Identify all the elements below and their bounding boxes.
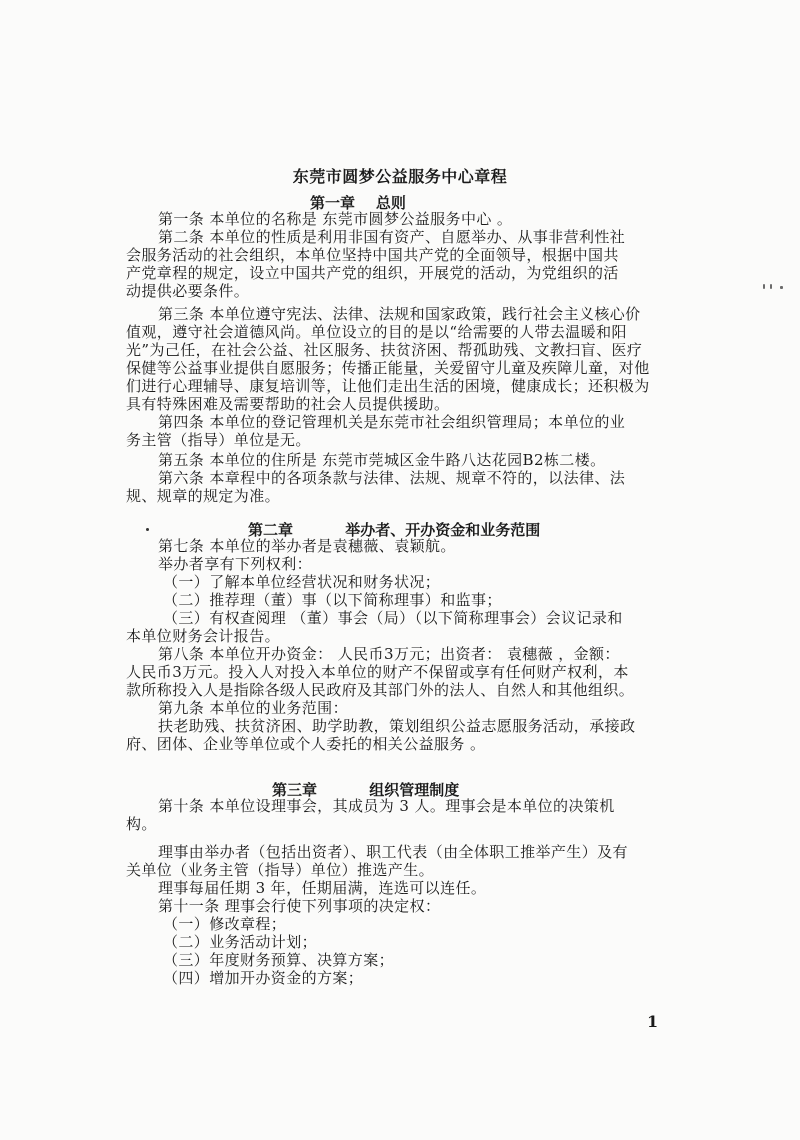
text-line: 第九条 本单位的业务范围： <box>158 699 348 717</box>
text-line: 举办者享有下列权利： <box>158 555 313 573</box>
chapter-2-heading: 第二章 举办者、开办资金和业务范围 <box>248 521 541 539</box>
text-line: 人民币3万元。投入人对投入本单位的财产不保留或享有任何财产权利，本 <box>126 663 629 681</box>
text-line: （三）年度财务预算、决算方案； <box>163 951 395 969</box>
text-line: 第四条 本单位的登记管理机关是东莞市社会组织管理局；本单位的业 <box>158 413 626 431</box>
text-line: 款所称投入人是指除各级人民政府及其部门外的法人、自然人和其他组织。 <box>126 681 635 699</box>
text-line: 保健等公益事业提供自愿服务；传播正能量，关爱留守儿童及疾障儿童，对他 <box>126 359 650 377</box>
text-line: 扶老助残、扶贫济困、助学助教，策划组织公益志愿服务活动，承接政 <box>158 717 636 735</box>
text-line: 第五条 本单位的住所是 东莞市莞城区金牛路八达花园B2栋二楼。 <box>158 451 606 469</box>
text-line: 第八条 本单位开办资金： 人民币3万元；出资者： 袁穗薇 ，金额： <box>158 645 620 663</box>
text-line: 本单位财务会计报告。 <box>126 627 281 645</box>
scan-speck <box>146 528 149 531</box>
text-line: （二）推荐理（董）事（以下简称理事）和监事； <box>163 591 502 609</box>
document-title: 东莞市圆梦公益服务中心章程 <box>292 167 508 186</box>
text-line: 理事每届任期 3 年，任期届满，连选可以连任。 <box>158 879 487 897</box>
text-line: 理事由举办者（包括出资者）、职工代表（由全体职工推举产生）及有 <box>158 843 628 861</box>
text-line: 构。 <box>126 815 157 833</box>
text-line: 产党章程的规定，设立中国共产党的组织，开展党的活动，为党组织的活 <box>126 264 619 282</box>
text-line: （一）修改章程； <box>163 915 287 933</box>
text-line: 第一条 本单位的名称是 东莞市圆梦公益服务中心 。 <box>158 210 513 228</box>
text-line: 动提供必要条件。 <box>126 282 250 300</box>
text-line: 规、规章的规定为准。 <box>126 487 281 505</box>
text-line: 府、团体、企业等单位或个人委托的相关公益服务 。 <box>126 735 486 753</box>
text-line: 第十一条 理事会行使下列事项的决定权： <box>158 897 441 915</box>
text-line: 会服务活动的社会组织，本单位坚持中国共产党的全面领导，根据中国共 <box>126 246 619 264</box>
text-line: 第十条 本单位设理事会，其成员为 3 人。理事会是本单位的决策机 <box>158 797 615 815</box>
scan-speck <box>770 284 772 289</box>
text-line: 务主管（指导）单位是无。 <box>126 431 311 449</box>
text-line: （四）增加开办资金的方案； <box>163 969 364 987</box>
text-line: （三）有权查阅理 （董）事会（局）（以下简称理事会）会议记录和 <box>163 609 623 627</box>
scan-speck <box>763 284 765 289</box>
text-line: 第二条 本单位的性质是利用非国有资产、自愿举办、从事非营利性社 <box>158 228 626 246</box>
chapter-3-heading: 第三章 组织管理制度 <box>272 781 460 799</box>
text-line: 第七条 本单位的举办者是袁穗薇、袁颖航。 <box>158 537 456 555</box>
scan-speck <box>780 286 783 289</box>
page-number: 1 <box>647 1012 659 1031</box>
text-line: 们进行心理辅导、康复培训等，让他们走出生活的困境，健康成长；还积极为 <box>126 377 650 395</box>
text-line: （一）了解本单位经营状况和财务状况； <box>163 573 441 591</box>
text-line: 具有特殊困难及需要帮助的社会人员提供援助。 <box>126 395 450 413</box>
text-line: （二）业务活动计划； <box>163 933 318 951</box>
text-line: 第三条 本单位遵守宪法、法律、法规和国家政策，践行社会主义核心价 <box>158 305 641 323</box>
text-line: 第六条 本章程中的各项条款与法律、法规、规章不符的，以法律、法 <box>158 469 626 487</box>
text-line: 关单位（业务主管（指导）单位）推选产生。 <box>126 861 435 879</box>
text-line: 光”为己任，在社会公益、社区服务、扶贫济困、帮孤助残、文教扫盲、医疗 <box>126 341 643 359</box>
chapter-1-heading: 第一章 总则 <box>310 194 406 212</box>
text-line: 值观，遵守社会道德风尚。单位设立的目的是以“给需要的人带去温暖和阳 <box>126 323 627 341</box>
